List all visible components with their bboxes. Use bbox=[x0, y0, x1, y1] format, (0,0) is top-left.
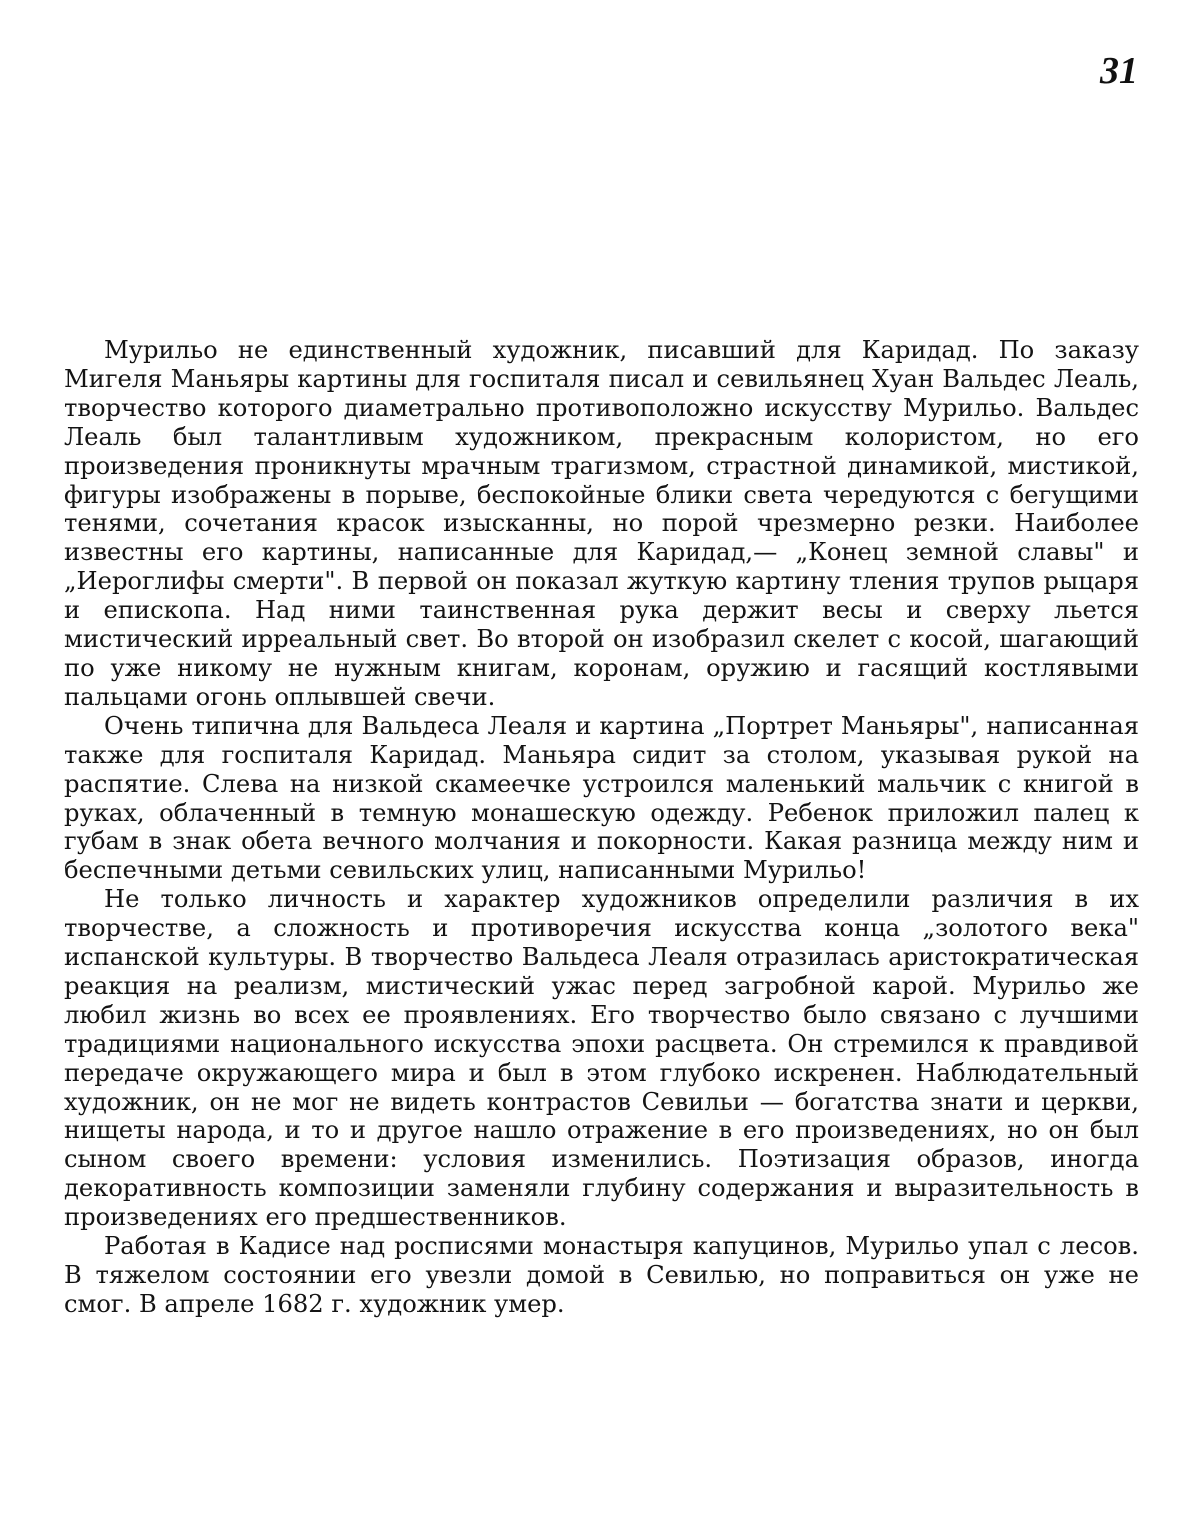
paragraph: Очень типична для Вальдеса Леаля и картина „Портрет Маньяры", написанная также для госпиталя Каридад. Маньяра сидит за столом, указывая рукой на распятие. Слева на низкой скамеечке устроился маленький мальчик с книгой в руках, облаченный в темную монашескую одежду. Ребенок приложил палец к губам в знак обета вечного молчания и покорности. Какая разница между ним и беспечными детьми севильских улиц, написанными Мурильо! bbox=[64, 712, 1139, 885]
paragraph: Работая в Кадисе над росписями монастыря капуцинов, Мурильо упал с лесов. В тяжелом состоянии его увезли домой в Севилью, но поправиться он уже не смог. В апреле 1682 г. художник умер. bbox=[64, 1232, 1139, 1319]
page-number: 31 bbox=[1100, 52, 1138, 90]
article-body bbox=[64, 336, 1139, 1319]
paragraph: Не только личность и характер художников определили различия в их творчестве, а сложность и противоречия искусства конца „золотого века" испанской культуры. В творчество Вальдеса Леаля отразилась аристократическая реакция на реализм, мистический ужас перед загробной карой. Мурильо же любил жизнь во всех ее проявлениях. Его творчество было связано с лучшими традициями национального искусства эпохи расцвета. Он стремился к правдивой передаче окружающего мира и был в этом глубоко искренен. Наблюдательный художник, он не мог не видеть контрастов Севильи — богатства знати и церкви, нищеты народа, и то и другое нашло отражение в его произведениях, но он был сыном своего времени: условия изменились. Поэтизация образов, иногда декоративность композиции заменяли глубину содержания и выразительность в произведениях его предшественников. bbox=[64, 885, 1139, 1232]
paragraph: Мурильо не единственный художник, писавший для Каридад. По заказу Мигеля Маньяры картины для госпиталя писал и севильянец Хуан Вальдес Леаль, творчество которого диаметрально противоположно искусству Мурильо. Вальдес Леаль был талантливым художником, прекрасным колористом, но его произведения проникнуты мрачным трагизмом, страстной динамикой, мистикой, фигуры изображены в порыве, беспокойные блики света чередуются с бегущими тенями, сочетания красок изысканны, но порой чрезмерно резки. Наиболее известны его картины, написанные для Каридад,— „Конец земной славы" и „Иероглифы смерти". В первой он показал жуткую картину тления трупов рыцаря и епископа. Над ними таинственная рука держит весы и сверху льется мистический ирреальный свет. Во второй он изобразил скелет с косой, шагающий по уже никому не нужным книгам, коронам, оружию и гасящий костлявыми пальцами огонь оплывшей свечи. bbox=[64, 336, 1139, 712]
